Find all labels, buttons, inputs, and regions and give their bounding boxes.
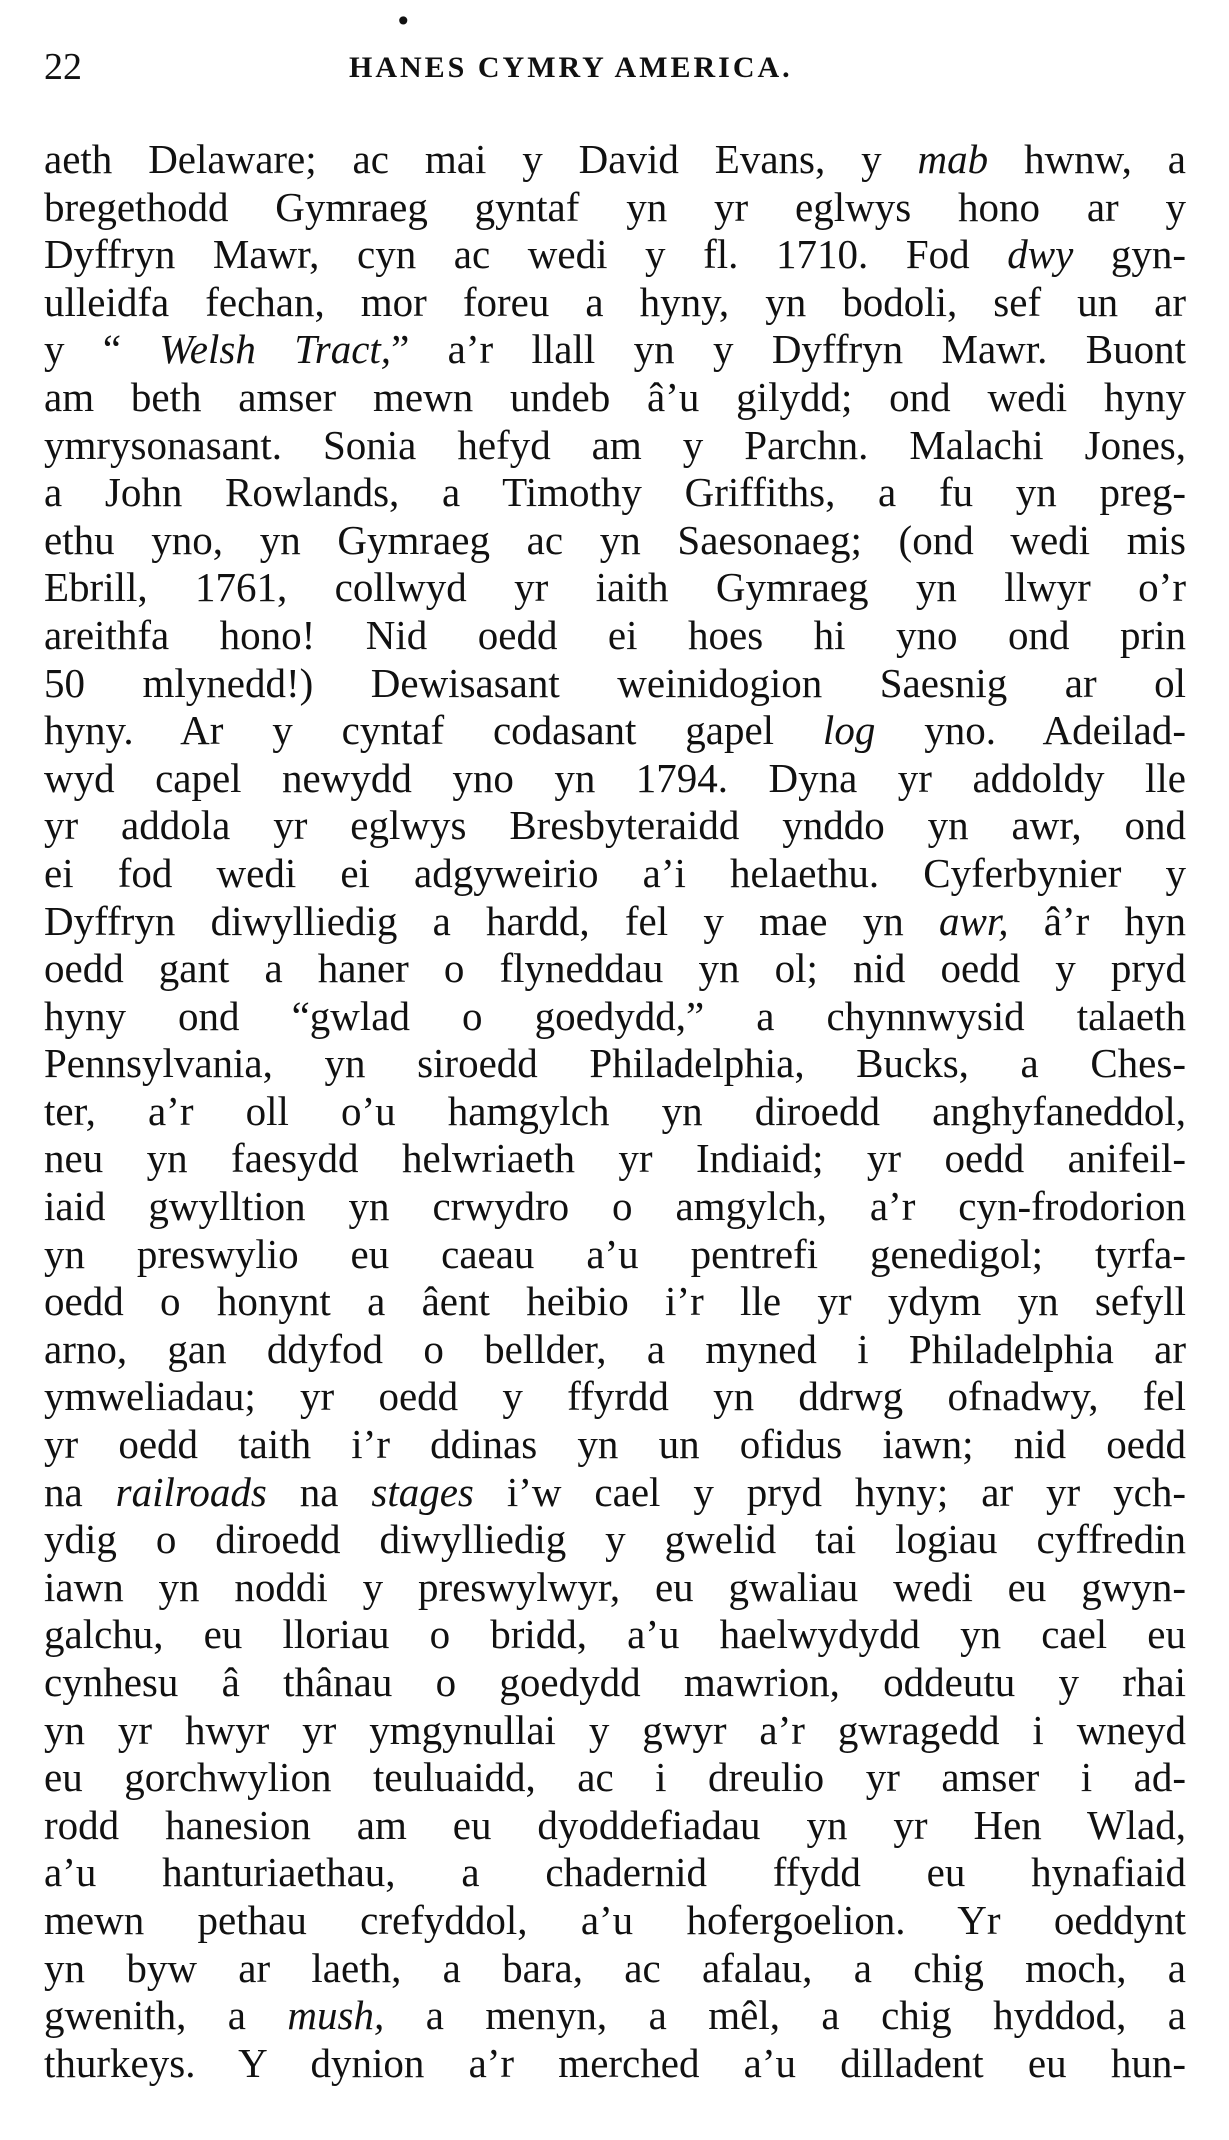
text-run: aeth Delaware; ac mai y David Evans, y [44,136,918,182]
text-run: ethu yno, yn Gymraeg ac yn Saesonaeg; (ond wedi mis [44,516,1186,563]
text-line [44,1135,1186,1183]
text-line [44,136,1186,184]
text-run: cynhesu â thânau o goedydd mawrion, oddeutu y rhai [44,1659,1186,1705]
text-run: Ebrill, 1761, collwyd yr iaith Gymraeg yn llwyr o’r [44,564,1186,611]
text-run: iawn yn noddi y preswylwyr, eu gwaliau wedi eu gwyn- [44,1563,1186,1610]
text-run: mewn pethau crefyddol, a’u hofergoelion. Yr oeddynt [44,1896,1186,1943]
text-run: iaid gwylltion yn crwydro o amgylch, a’r cyn-frodorion [44,1183,1186,1230]
text-run: na [44,1468,116,1515]
text-line [44,1992,1186,2040]
text-line [44,1231,1186,1279]
text-run: oedd o honynt a âent heibio i’r lle yr ydym yn sefyll [44,1278,1186,1325]
italic-word: Welsh Tract, [159,326,392,373]
print-mark: • [395,5,412,38]
text-line [44,1945,1186,1993]
text-run: Dyffryn Mawr, cyn ac wedi y fl. 1710. Fod [44,231,1008,278]
text-line [44,1183,1186,1231]
text-line [44,1040,1186,1088]
text-run: rodd hanesion am eu dyoddefiadau yn yr Hen Wlad, [44,1801,1186,1848]
text-run: a menyn, a mêl, a chig hyddod, a [384,1992,1186,2039]
text-run: yn preswylio eu caeau a’u pentrefi genedigol; tyrfa- [44,1230,1186,1277]
text-line [44,1564,1186,1612]
text-run: a John Rowlands, a Timothy Griffiths, a fu yn preg- [44,469,1186,516]
text-run: ydig o diroedd diwylliedig y gwelid tai logiau cyffredin [44,1516,1186,1563]
italic-word: mush, [287,1992,385,2039]
text-run: oedd gant a haner o flyneddau yn ol; nid oedd y pryd [44,945,1186,992]
text-run: hwnw, a [988,136,1186,182]
text-line [44,422,1186,470]
text-line [44,2040,1186,2088]
text-line [44,1088,1186,1136]
text-run: gwenith, a [44,1992,288,2039]
text-run: wyd capel newydd yno yn 1794. Dyna yr addoldy lle [44,754,1186,801]
text-run: Pennsylvania, yn siroedd Philadelphia, Bucks, a Ches- [44,1040,1186,1087]
text-run: ymrysonasant. Sonia hefyd am y Parchn. Malachi Jones, [44,421,1186,468]
text-run: ter, a’r oll o’u hamgylch yn diroedd anghyfaneddol, [44,1087,1186,1134]
page-number: 22 [44,46,82,88]
text-run: na [266,1468,372,1515]
italic-word: awr, [938,897,1009,944]
text-line [44,279,1186,327]
text-line [44,1326,1186,1374]
text-line [44,660,1186,708]
text-run: ulleidfa fechan, mor foreu a hyny, yn bodoli, sef un ar [44,278,1186,325]
text-run: eu gorchwylion teuluaidd, ac i dreulio yr amser i ad- [44,1754,1186,1801]
text-run: areithfa hono! Nid oedd ei hoes hi yno ond prin [44,611,1186,658]
text-run: â’r hyn [1008,897,1186,944]
text-run: 50 mlynedd!) Dewisasant weinidogion Saesnig ar ol [44,659,1186,706]
text-line [44,1373,1186,1421]
text-line [44,326,1186,374]
text-run: hyny. Ar y cyntaf codasant gapel [44,707,823,754]
text-run: a’u hanturiaethau, a chadernid ffydd eu hynafiaid [44,1849,1186,1896]
text-line [44,231,1186,279]
text-run: neu yn faesydd helwriaeth yr Indiaid; yr oedd anifeil- [44,1135,1186,1182]
text-run: ” a’r llall yn y Dyffryn Mawr. Buont [391,326,1187,373]
text-line [44,469,1186,517]
text-line [44,707,1186,755]
text-run: ymweliadau; yr oedd y ffyrdd yn ddrwg ofnadwy, fel [44,1373,1186,1420]
text-line [44,1897,1186,1945]
text-line [44,564,1186,612]
text-line [44,945,1186,993]
running-title: HANES CYMRY AMERICA. [349,51,793,84]
text-run: yn byw ar laeth, a bara, ac afalau, a chig moch, a [44,1944,1186,1991]
text-line [44,1802,1186,1850]
text-run: galchu, eu lloriau o bridd, a’u haelwydydd yn cael eu [44,1611,1186,1658]
text-line [44,1849,1186,1897]
text-run: gyn- [1073,231,1186,278]
italic-word: dwy [1007,231,1074,278]
text-run: yr oedd taith i’r ddinas yn un ofidus iawn; nid oedd [44,1421,1186,1468]
text-line [44,1659,1186,1707]
text-run: y “ [44,326,160,373]
text-line [44,1421,1186,1469]
text-line [44,1611,1186,1659]
text-run: yno. Adeilad- [875,707,1186,754]
text-line [44,612,1186,660]
text-run: ei fod wedi ei adgyweirio a’i helaethu. Cyferbynier y [44,849,1186,896]
text-run: hyny ond “gwlad o goedydd,” a chynnwysid talaeth [44,992,1186,1039]
text-run: yr addola yr eglwys Bresbyteraidd ynddo yn awr, ond [44,802,1186,849]
text-line [44,1707,1186,1755]
italic-word: log [822,707,876,754]
body-text [44,136,1186,2087]
text-run: thurkeys. Y dynion a’r merched a’u dilladent eu hun- [44,2039,1186,2086]
text-line [44,755,1186,803]
italic-word: stages [371,1468,474,1515]
text-line [44,898,1186,946]
text-line [44,993,1186,1041]
text-line [44,1469,1186,1517]
text-run: i’w cael y pryd hyny; ar yr ych- [473,1468,1186,1515]
text-line [44,374,1186,422]
text-run: bregethodd Gymraeg gyntaf yn yr eglwys hono ar y [44,183,1186,230]
text-line [44,802,1186,850]
italic-word: mab [917,136,989,182]
text-run: am beth amser mewn undeb â’u gilydd; ond wedi hyny [44,373,1186,420]
text-line [44,850,1186,898]
text-line [44,1516,1186,1564]
page-header [44,42,1184,92]
italic-word: railroads [115,1468,267,1515]
text-run: arno, gan ddyfod o bellder, a myned i Philadelphia ar [44,1325,1186,1372]
text-run: yn yr hwyr yr ymgynullai y gwyr a’r gwragedd i wneyd [44,1706,1186,1753]
text-line [44,1278,1186,1326]
text-run: Dyffryn diwylliedig a hardd, fel y mae yn [44,897,939,944]
text-line [44,517,1186,565]
text-line [44,1754,1186,1802]
text-line [44,184,1186,232]
